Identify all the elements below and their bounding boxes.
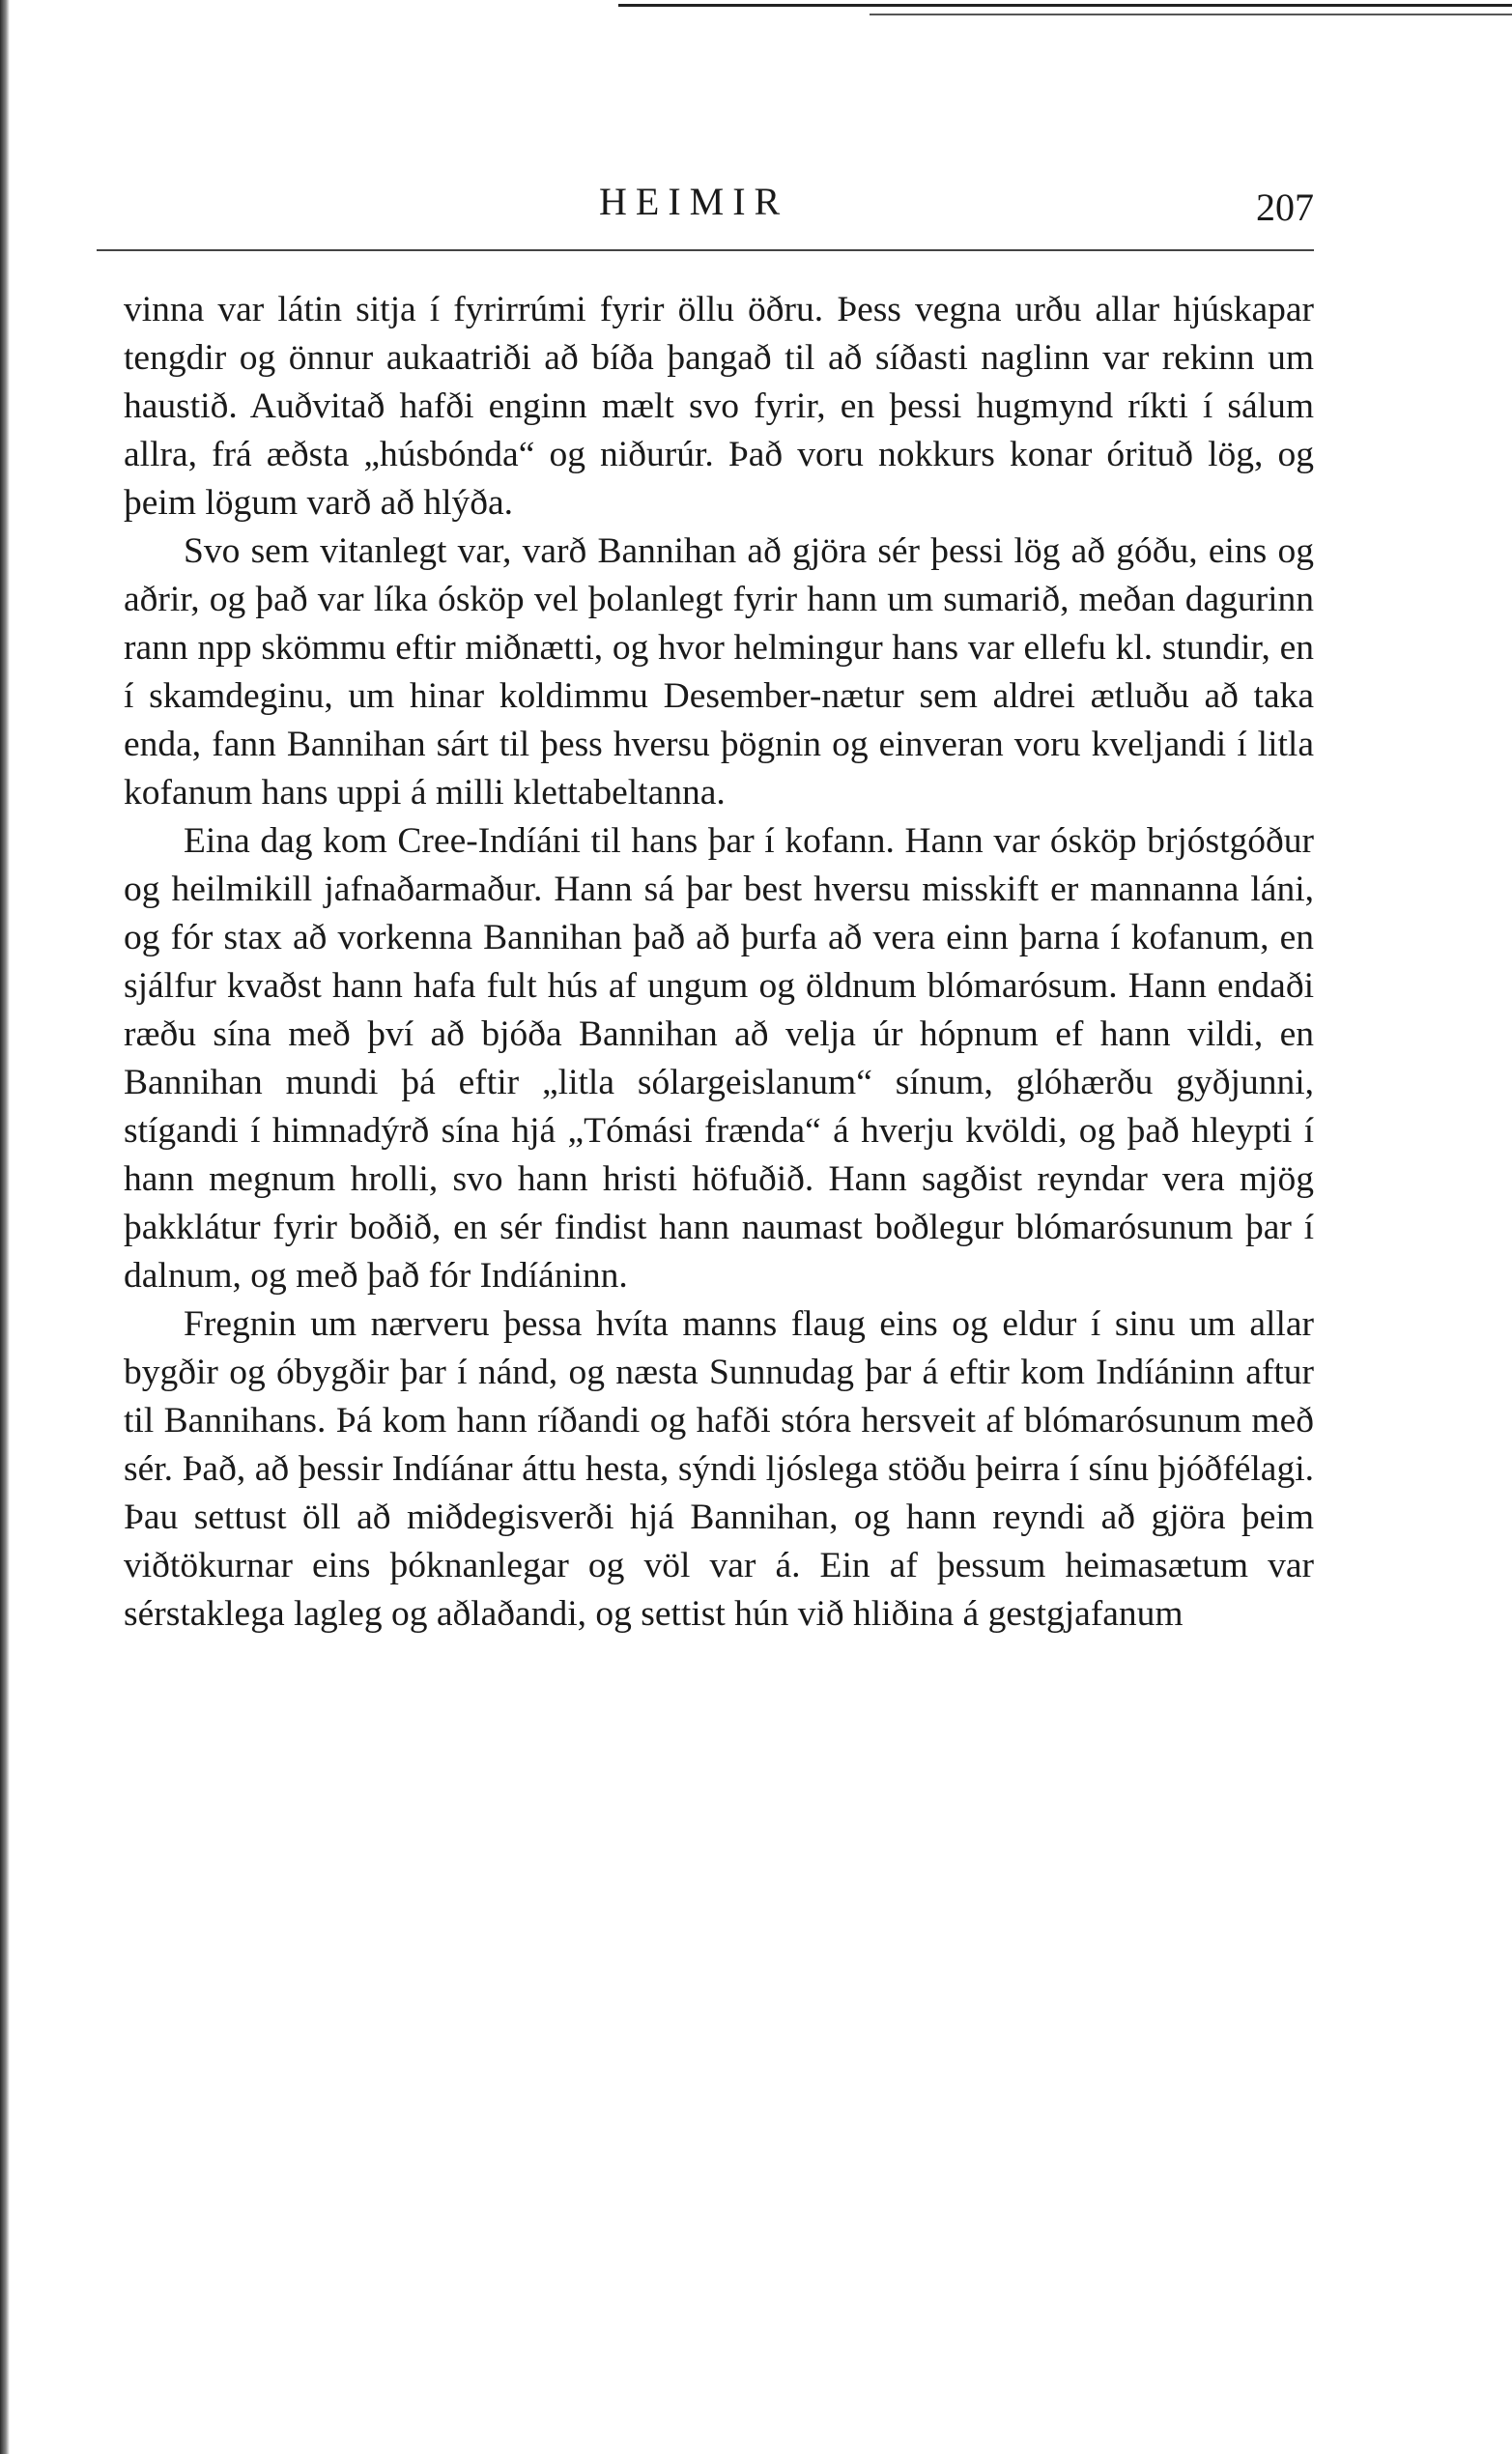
scan-top-edge-secondary xyxy=(870,14,1512,15)
paragraph-4: Fregnin um nærveru þessa hvíta manns flaug eins og eldur í sinu um allar bygðir og óbygðir þar í nánd, og næsta Sunnudag þar á eftir kom Indíáninn aftur til Bannihans. Þá kom hann ríðandi og hafði stóra hersveit af blómarósunum með sér. Það, að þessir Indíánar áttu hesta, sýndi ljóslega stöðu þeirra í sínu þjóðfélagi. Þau settust öll að miðdegisverði hjá Bannihan, og hann reyndi að gjöra þeim viðtökurnar eins þóknanlegar og völ var á. Ein af þessum heimasætum var sérstaklega lagleg og aðlaðandi, og settist hún við hliðina á gestgjafanum xyxy=(124,1304,1314,1634)
paragraph-2: Svo sem vitanlegt var, varð Bannihan að gjöra sér þessi lög að góðu, eins og aðrir, og það var líka ósköp vel þolanlegt fyrir hann um sumarið, meðan dagurinn rann npp skömmu eftir miðnætti, og hvor helmingur hans var ellefu kl. stundir, en í skamdeginu, um hinar koldimmu Desember-nætur sem aldrei ætluðu að taka enda, fann Bannihan sárt til þess hversu þögnin og einveran voru kveljandi í litla kofanum hans uppi á milli klettabeltanna. xyxy=(124,531,1314,813)
page-number: 207 xyxy=(1256,185,1314,229)
page-binding-edge xyxy=(0,0,10,2454)
header-rule xyxy=(97,249,1314,251)
body-text xyxy=(124,286,1314,1639)
paragraph-1: vinna var látin sitja í fyrirrúmi fyrir öllu öðru. Þess vegna urðu allar hjúskapar tengdir og önnur aukaatriði að bíða þangað til að síðasti naglinn var rekinn um haustið. Auðvitað hafði enginn mælt svo fyrir, en þessi hugmynd ríkti í sálum allra, frá æðsta „húsbónda“ og niðurúr. Það voru nokkurs konar órituð lög, og þeim lögum varð að hlýða. xyxy=(124,290,1314,523)
page-header xyxy=(97,179,1314,246)
scan-top-edge xyxy=(618,4,1512,7)
paragraph-3: Eina dag kom Cree-Indíáni til hans þar í kofann. Hann var ósköp brjóstgóður og heilmikill jafnaðarmaður. Hann sá þar best hversu misskift er mannanna láni, og fór stax að vorkenna Bannihan það að þurfa að vera einn þarna í kofanum, en sjálfur kvaðst hann hafa fult hús af ungum og öldnum blómarósum. Hann endaði ræðu sína með því að bjóða Bannihan að velja úr hópnum ef hann vildi, en Bannihan mundi þá eftir „litla sólargeislanum“ sínum, glóhærðu gyðjunni, stígandi í himnadýrð sína hjá „Tómási frænda“ á hverju kvöldi, og það hleypti í hann megnum hrolli, svo hann hristi höfuðið. Hann sagðist reyndar vera mjög þakklátur fyrir boðið, en sér findist hann naumast boðlegur blómarósunum þar í dalnum, og með það fór Indíáninn. xyxy=(124,821,1314,1296)
running-head: HEIMIR xyxy=(599,180,789,223)
